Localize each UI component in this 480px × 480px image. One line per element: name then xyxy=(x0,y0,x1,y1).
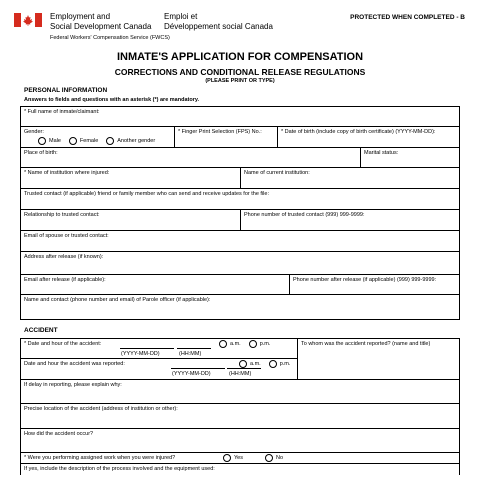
accident-date-line[interactable] xyxy=(120,348,174,349)
assigned-no-radio[interactable] xyxy=(265,454,273,462)
dept-fr-line2: Développement social Canada xyxy=(164,22,273,31)
male-radio[interactable] xyxy=(38,137,46,145)
row-gender xyxy=(21,126,459,147)
gender-option-another[interactable] xyxy=(106,137,155,145)
gender-option-male[interactable] xyxy=(38,137,61,145)
trusted-phone-label: Phone number of trusted contact (999) 999-9999: xyxy=(244,212,365,218)
row-delay xyxy=(21,379,459,403)
department-name-fr xyxy=(164,12,304,32)
row-trusted-contact xyxy=(21,188,459,209)
row-email-spouse xyxy=(21,230,459,251)
personal-info-table xyxy=(20,106,460,320)
gender-options xyxy=(38,137,171,145)
email-spouse-field[interactable] xyxy=(21,231,459,251)
row-assigned-work xyxy=(21,452,459,463)
canada-flag-icon xyxy=(14,13,42,27)
accident-pm-label: p.m. xyxy=(259,340,271,347)
assigned-work-field xyxy=(21,453,459,463)
fwcs-label: Federal Workers' Compensation Service (FWCS) xyxy=(50,35,170,41)
full-name-field[interactable] xyxy=(21,107,459,126)
assigned-yes-radio[interactable] xyxy=(223,454,231,462)
another-gender-radio[interactable] xyxy=(106,137,114,145)
full-name-label: * Full name of inmate/claimant: xyxy=(24,109,100,115)
trusted-contact-field[interactable] xyxy=(21,189,459,209)
reported-time-line[interactable] xyxy=(227,368,261,369)
personal-info-heading: PERSONAL INFORMATION xyxy=(24,87,108,94)
date-reported-field[interactable] xyxy=(21,359,297,379)
protected-label: PROTECTED WHEN COMPLETED - B xyxy=(350,14,465,21)
accident-time-line[interactable] xyxy=(177,348,211,349)
delay-label: If delay in reporting, please explain why: xyxy=(24,382,122,388)
dept-en-line1: Employment and xyxy=(50,12,111,21)
female-label: Female xyxy=(79,137,99,144)
dept-en-line2: Social Development Canada xyxy=(50,22,152,31)
male-label: Male xyxy=(49,137,61,144)
current-institution-field[interactable] xyxy=(240,168,459,188)
location-label: Precise location of the accident (address of institution or other): xyxy=(24,406,178,412)
accident-pm-radio[interactable] xyxy=(249,340,257,348)
reported-am-radio[interactable] xyxy=(239,360,247,368)
assigned-no-option[interactable] xyxy=(265,454,283,462)
marital-status-label: Marital status: xyxy=(364,150,399,156)
reported-am-option[interactable] xyxy=(239,360,261,368)
mandatory-note: Answers to fields and questions with an asterisk (*) are mandatory. xyxy=(24,97,200,103)
reported-am-label: a.m. xyxy=(250,360,261,367)
accident-date-label: * Date and hour of the accident: xyxy=(24,341,102,347)
dept-fr-line1: Emploi et xyxy=(164,12,198,21)
gender-label: Gender: xyxy=(24,129,44,135)
row-relationship xyxy=(21,209,459,230)
address-release-field[interactable] xyxy=(21,252,459,274)
assigned-yes-option[interactable] xyxy=(223,454,243,462)
row-parole xyxy=(21,294,459,320)
address-release-label: Address after release (if known): xyxy=(24,254,104,260)
row-birth xyxy=(21,147,459,167)
row-accident-date xyxy=(21,338,459,358)
fps-label: * Finger Print Selection (FPS) No.: xyxy=(178,129,262,135)
parole-label: Name and contact (phone number and email) of Parole officer (if applicable): xyxy=(24,297,211,303)
parole-field[interactable] xyxy=(21,295,459,319)
how-label: How did the accident occur? xyxy=(24,431,94,437)
accident-date-field[interactable] xyxy=(21,339,297,358)
process-field[interactable] xyxy=(21,464,459,475)
process-label: If yes, include the description of the process involved and the equipment used: xyxy=(24,466,215,472)
reported-ampm-options xyxy=(239,360,298,368)
dob-field[interactable] xyxy=(277,127,459,147)
row-how xyxy=(21,428,459,452)
accident-am-label: a.m. xyxy=(230,340,241,347)
reported-date-format: (YYYY-MM-DD) xyxy=(172,371,211,377)
place-of-birth-label: Place of birth: xyxy=(24,150,58,156)
reported-to-field[interactable] xyxy=(297,339,459,380)
email-release-field[interactable] xyxy=(21,275,289,294)
phone-release-field[interactable] xyxy=(289,275,459,294)
assigned-yes-label: Yes xyxy=(234,454,243,461)
row-full-name xyxy=(21,106,459,126)
current-institution-label: Name of current institution: xyxy=(244,170,310,176)
reported-pm-radio[interactable] xyxy=(269,360,277,368)
gender-field xyxy=(21,127,174,147)
how-field[interactable] xyxy=(21,429,459,452)
accident-pm-option[interactable] xyxy=(249,340,271,348)
date-reported-label: Date and hour the accident was reported: xyxy=(24,361,125,367)
female-radio[interactable] xyxy=(69,137,77,145)
reported-pm-label: p.m. xyxy=(279,360,291,367)
reported-date-line[interactable] xyxy=(171,368,225,369)
accident-am-radio[interactable] xyxy=(219,340,227,348)
accident-table xyxy=(20,338,460,475)
trusted-contact-label: Trusted contact (if applicable) friend or family member who can send and receive updates for the file: xyxy=(24,191,269,197)
assigned-no-label: No xyxy=(275,454,284,461)
gender-option-female[interactable] xyxy=(69,137,98,145)
another-gender-label: Another gender xyxy=(117,137,156,144)
phone-release-label: Phone number after release (if applicable) (999) 999-9999: xyxy=(293,277,437,283)
location-field[interactable] xyxy=(21,404,459,428)
row-process xyxy=(21,463,459,475)
accident-heading: ACCIDENT xyxy=(24,327,58,334)
form-title: INMATE'S APPLICATION FOR COMPENSATION xyxy=(116,51,364,63)
reported-time-format: (HH:MM) xyxy=(229,371,252,377)
accident-am-option[interactable] xyxy=(219,340,241,348)
relationship-field[interactable] xyxy=(21,210,240,230)
reported-pm-option[interactable] xyxy=(269,360,291,368)
accident-date-format: (YYYY-MM-DD) xyxy=(121,351,160,357)
trusted-phone-field[interactable] xyxy=(240,210,459,230)
relationship-label: Relationship to trusted contact: xyxy=(24,212,100,218)
institution-injured-field[interactable] xyxy=(21,168,240,188)
row-location xyxy=(21,403,459,428)
form-subtitle: CORRECTIONS AND CONDITIONAL RELEASE REGULATIONS xyxy=(114,67,366,77)
marital-status-field[interactable] xyxy=(360,148,459,167)
row-email-release xyxy=(21,274,459,294)
place-of-birth-field[interactable] xyxy=(21,148,360,167)
assigned-work-label: * Were you performing assigned work when you were injured? xyxy=(24,455,176,461)
email-release-label: Email after release (if applicable): xyxy=(24,277,106,283)
row-address-release xyxy=(21,251,459,274)
reported-to-label: To whom was the accident reported? (name and title) xyxy=(301,341,431,347)
row-institution xyxy=(21,167,459,188)
department-name-en xyxy=(50,12,160,32)
accident-time-format: (HH:MM) xyxy=(179,351,202,357)
form-instruction: (PLEASE PRINT OR TYPE) xyxy=(205,78,275,84)
form-header xyxy=(0,0,480,52)
institution-injured-label: * Name of institution where injured: xyxy=(24,170,110,176)
delay-field[interactable] xyxy=(21,380,459,403)
fps-field[interactable] xyxy=(174,127,277,147)
accident-ampm-options xyxy=(219,340,278,348)
dob-label: * Date of birth (include copy of birth certificate) (YYYY-MM-DD): xyxy=(281,129,436,135)
email-spouse-label: Email of spouse or trusted contact: xyxy=(24,233,109,239)
assigned-work-options xyxy=(223,454,291,462)
